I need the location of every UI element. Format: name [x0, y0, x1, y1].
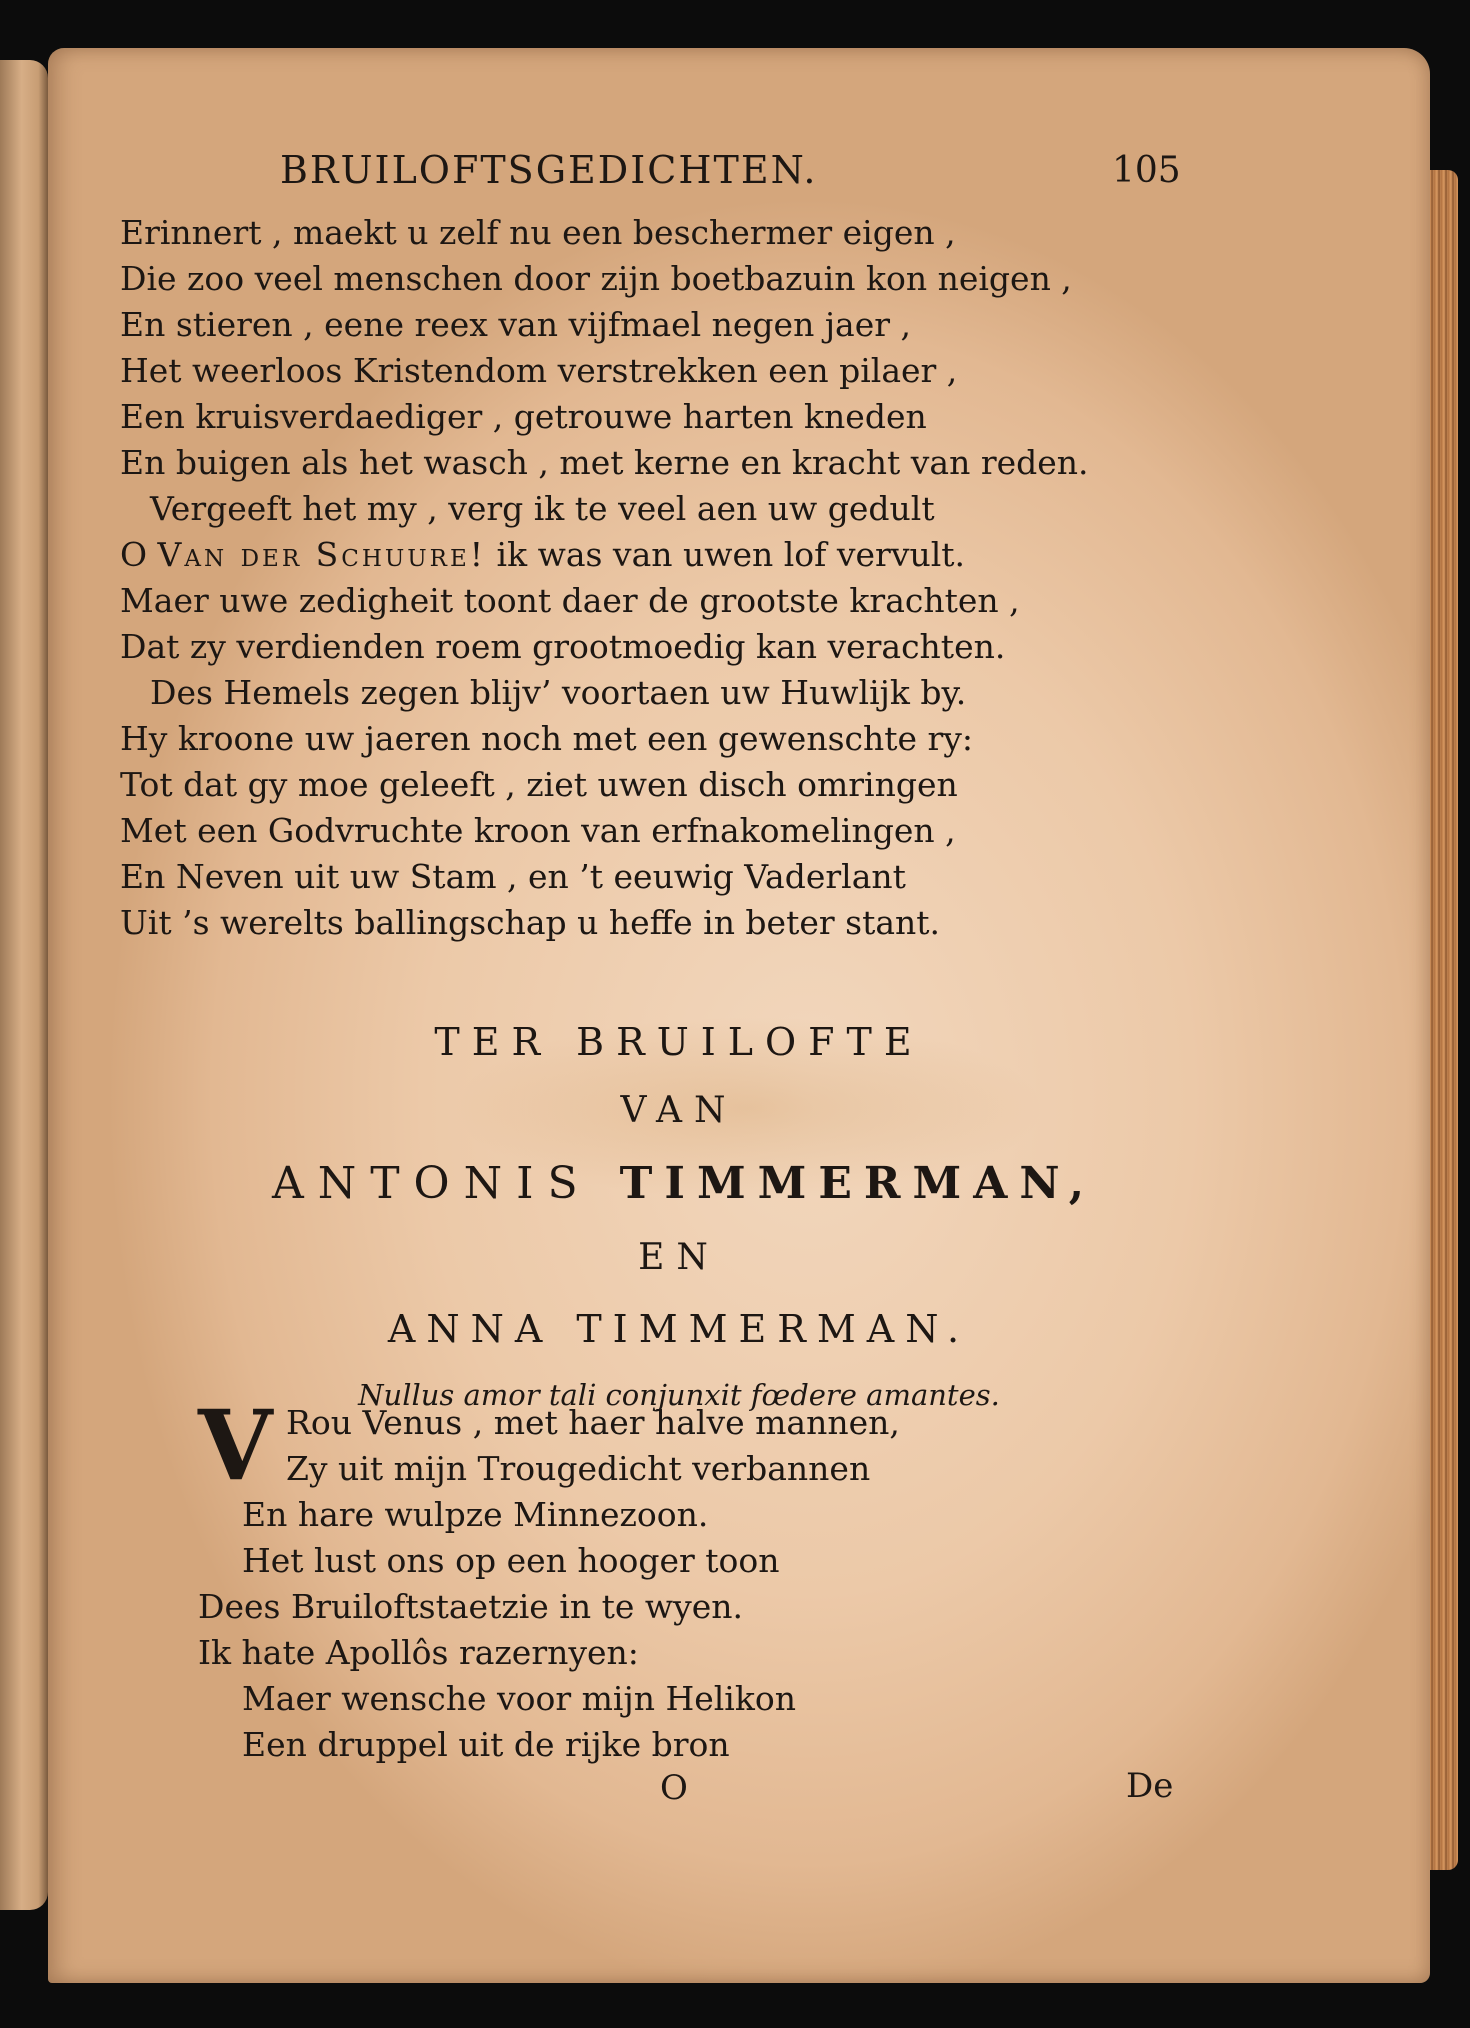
page-number: 105: [1112, 150, 1181, 191]
verse-line: Uit ’s werelts ballingschap u heffe in beter stant.: [120, 903, 941, 942]
verse-line: Het weerloos Kristendom verstrekken een pilaer ,: [120, 351, 958, 390]
title-line: VAN: [620, 1090, 738, 1131]
poem-line: Rou Venus , met haer halve mannen,: [286, 1403, 900, 1442]
verse-line: Een kruisverdaediger , getrouwe harten kneden: [120, 397, 927, 436]
verse-line-start: O: [120, 535, 158, 574]
page-header: [48, 148, 1430, 208]
groom-name: [0, 1146, 1430, 1222]
poem-title-block: [48, 1008, 1430, 1426]
verse-line: Tot dat gy moe geleeft , ziet uwen disch omringen: [120, 765, 958, 804]
verse-line: Maer uwe zedigheit toont daer de grootste krachten ,: [120, 581, 1020, 620]
book-page: [48, 48, 1430, 1983]
bride-name: ANNA TIMMERMAN.: [387, 1307, 971, 1351]
drop-cap: V: [198, 1389, 273, 1502]
verse-line: Des Hemels zegen blijv’ voortaen uw Huwlijk by.: [150, 673, 967, 712]
verse-line: Vergeeft het my , verg ik te veel aen uw gedult: [150, 489, 935, 528]
poem-line: Maer wensche voor mijn Helikon: [242, 1679, 796, 1718]
poem-line: Zy uit mijn Trougedicht verbannen: [286, 1449, 871, 1488]
poem-line: Dees Bruiloftstaetzie in te wyen.: [198, 1587, 744, 1626]
verse-line-end: ik was van uwen lof vervult.: [486, 535, 966, 574]
signature-mark: O: [660, 1768, 688, 1808]
poem-line: En hare wulpze Minnezoon.: [242, 1495, 709, 1534]
verse-block: [120, 210, 1220, 946]
title-line: TER BRUILOFTE: [434, 1020, 924, 1064]
latin-motto: Nullus amor tali conjunxit fœdere amantes.: [358, 1378, 1000, 1412]
verse-line: Met een Godvruchte kroon van erfnakomelingen ,: [120, 811, 956, 850]
poem-line: Het lust ons op een hooger toon: [242, 1541, 780, 1580]
poem-line: Een druppel uit de rijke bron: [242, 1725, 730, 1764]
running-title: BRUILOFTSGEDICHTEN.: [280, 148, 818, 192]
groom-first-name: ANTONIS: [271, 1158, 592, 1209]
verse-line: Die zoo veel menschen door zijn boetbazuin kon neigen ,: [120, 259, 1072, 298]
verse-line: Hy kroone uw jaeren noch met een gewenschte ry:: [120, 719, 974, 758]
poem-line: Ik hate Apollôs razernyen:: [198, 1633, 639, 1672]
left-page-edge: [0, 60, 48, 1910]
verse-line: Dat zy verdienden roem grootmoedig kan verachten.: [120, 627, 1006, 666]
verse-line: En stieren , eene reex van vijfmael negen jaer ,: [120, 305, 912, 344]
verse-line: Erinnert , maekt u zelf nu een beschermer eigen ,: [120, 213, 956, 252]
verse-line-name: Van der Schuure!: [157, 535, 487, 574]
catchword: De: [1126, 1766, 1174, 1806]
verse-line: En buigen als het wasch , met kerne en kracht van reden.: [120, 443, 1089, 482]
verse-line: [120, 532, 1220, 578]
verse-line: En Neven uit uw Stam , en ’t eeuwig Vaderlant: [120, 857, 906, 896]
groom-last-name: TIMMERMAN,: [619, 1158, 1097, 1209]
title-line: EN: [638, 1237, 720, 1278]
